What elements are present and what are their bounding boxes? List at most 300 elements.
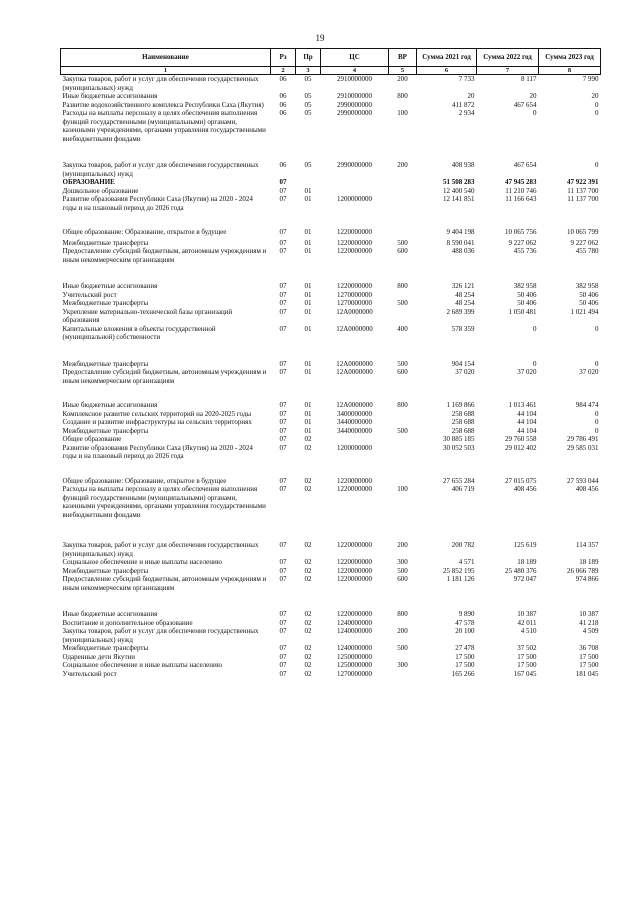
- row-rz: 07: [279, 247, 287, 255]
- row-rz: 07: [279, 178, 287, 186]
- row-vr: 200: [397, 627, 408, 635]
- row-name: Развитие водохозяйственного комплекса Республики Саха (Якутия): [62, 100, 264, 109]
- row-cs: 12А0000000: [336, 359, 373, 368]
- row-cs: [321, 435, 389, 444]
- row-name: Развитие образования Республики Саха (Якутия) на 2020 - 2024 годы и на плановый период до 2026 года: [62, 195, 253, 212]
- row-sum-2021: 17 500: [455, 652, 475, 661]
- row-rz: 07: [279, 610, 287, 618]
- row-sum-2022: 8 117: [521, 75, 537, 83]
- row-sum-2021: 578 359: [451, 324, 475, 333]
- row-sum-2021: 25 852 195: [443, 566, 475, 575]
- row-pr: 02: [304, 661, 312, 669]
- table-row: [61, 418, 601, 427]
- row-rz: 06: [279, 75, 287, 83]
- row-sum-2021: 47 578: [455, 618, 475, 627]
- row-sum-2022: 42 011: [517, 618, 537, 627]
- row-sum-2023: 17 500: [579, 652, 599, 661]
- row-vr: [389, 435, 417, 444]
- row-pr: 01: [304, 282, 312, 290]
- row-rz: 06: [279, 92, 287, 100]
- row-rz: 07: [279, 290, 287, 299]
- table-row: [61, 161, 601, 178]
- table-row: [61, 101, 601, 110]
- column-number: 1: [61, 67, 271, 75]
- row-sum-2021: 12 400 540: [443, 186, 475, 195]
- row-vr: [389, 291, 417, 300]
- row-sum-2021: 17 500: [455, 661, 475, 669]
- row-rz: 07: [279, 426, 287, 435]
- row-name: Иные бюджетные ассигнования: [62, 401, 158, 409]
- row-sum-2023: 36 708: [579, 644, 599, 652]
- row-cs: 1220000000: [337, 247, 372, 255]
- table-row: [61, 485, 601, 541]
- row-cs: 1220000000: [337, 485, 372, 493]
- row-cs: 2910000000: [337, 75, 372, 83]
- row-rz: 07: [279, 359, 287, 368]
- row-name: Общее образование: [62, 435, 122, 443]
- row-rz: 07: [279, 644, 287, 652]
- row-pr: 02: [304, 618, 312, 627]
- row-rz: 07: [279, 443, 287, 452]
- row-vr: 100: [397, 109, 408, 117]
- row-pr: 02: [304, 669, 312, 678]
- table-row: [61, 178, 601, 187]
- table-row: [61, 368, 601, 401]
- row-sum-2022: 44 104: [517, 426, 537, 435]
- row-name: Межбюджетные трансферты: [62, 359, 149, 368]
- row-cs: 1270000000: [337, 299, 372, 307]
- row-sum-2021: 20: [467, 92, 475, 100]
- row-sum-2022: 17 500: [517, 661, 537, 669]
- row-pr: 02: [304, 644, 312, 652]
- row-pr: 01: [304, 195, 312, 203]
- row-pr: 02: [304, 575, 312, 583]
- row-vr: [389, 410, 417, 419]
- row-sum-2021: 20 100: [455, 627, 475, 635]
- row-vr: 500: [397, 644, 408, 652]
- row-sum-2021: 12 141 851: [443, 195, 475, 203]
- row-sum-2023: 382 958: [575, 282, 599, 290]
- row-sum-2023: 50 406: [579, 299, 599, 307]
- row-sum-2021: 904 154: [451, 359, 475, 368]
- table-row: [61, 477, 601, 486]
- row-pr: 05: [304, 75, 312, 83]
- row-sum-2023: 29 786 491: [567, 435, 599, 443]
- row-rz: 07: [279, 661, 287, 669]
- column-number: 6: [417, 67, 477, 75]
- row-sum-2022: 10 065 756: [505, 228, 537, 236]
- row-sum-2023: 50 406: [579, 290, 599, 299]
- row-pr: 05: [304, 161, 312, 169]
- row-name: Создание и развитие инфраструктуры на сельских территориях: [62, 418, 252, 426]
- row-vr: 600: [397, 247, 408, 255]
- row-cs: 1240000000: [337, 618, 372, 627]
- row-rz: 07: [279, 558, 287, 566]
- row-sum-2022: 18 189: [517, 558, 537, 566]
- row-sum-2021: 406 719: [451, 485, 475, 493]
- row-rz: 07: [279, 485, 287, 493]
- row-cs: 1270000000: [337, 669, 372, 678]
- row-sum-2022: 44 104: [517, 409, 537, 418]
- row-sum-2021: 48 254: [455, 290, 475, 299]
- row-pr: 01: [304, 307, 312, 316]
- row-pr: 02: [304, 443, 312, 452]
- row-rz: 07: [279, 618, 287, 627]
- table-row: [61, 325, 601, 360]
- row-pr: 02: [304, 610, 312, 618]
- row-cs: 1220000000: [337, 566, 372, 575]
- row-sum-2021: 411 872: [452, 100, 475, 109]
- row-cs: 1200000000: [337, 443, 372, 452]
- row-sum-2022: 27 015 075: [505, 476, 537, 485]
- row-sum-2022: 17 500: [517, 652, 537, 661]
- row-vr: [389, 619, 417, 628]
- row-vr: 800: [397, 610, 408, 618]
- row-sum-2021: 7 733: [458, 75, 475, 83]
- table-row: [61, 291, 601, 300]
- row-rz: 07: [279, 435, 287, 443]
- row-vr: 500: [397, 359, 408, 368]
- row-sum-2023: 11 137 700: [567, 186, 599, 195]
- row-cs: 3440000000: [337, 418, 372, 426]
- row-name: Расходы на выплаты персоналу в целях обеспечения выполнения функций государственными (муниципальными) органами, казенными учреждениями, органами управления государственными внебюджетными фондами: [62, 109, 266, 143]
- row-pr: 02: [304, 435, 312, 443]
- row-cs: 1220000000: [337, 228, 372, 236]
- row-name: Межбюджетные трансферты: [62, 426, 149, 435]
- row-rz: 07: [279, 627, 287, 635]
- table-row: [61, 661, 601, 670]
- table-row: [61, 360, 601, 369]
- row-sum-2021: 8 590 041: [446, 238, 475, 247]
- row-sum-2022: 0: [533, 324, 537, 333]
- row-sum-2023: 26 066 789: [567, 566, 599, 575]
- row-sum-2021: 258 688: [451, 418, 475, 426]
- row-name: Межбюджетные трансферты: [62, 299, 149, 307]
- row-sum-2021: 37 020: [455, 368, 475, 376]
- row-sum-2023: 0: [595, 161, 599, 169]
- row-cs: 3400000000: [337, 409, 372, 418]
- row-sum-2022: 972 047: [513, 575, 537, 583]
- row-vr: [389, 101, 417, 110]
- row-name: Межбюджетные трансферты: [62, 644, 149, 652]
- row-cs: 2990000000: [337, 161, 372, 169]
- row-pr: [296, 178, 321, 187]
- row-pr: 01: [304, 426, 312, 435]
- row-pr: 01: [304, 228, 312, 236]
- row-sum-2023: 181 045: [575, 669, 599, 678]
- row-sum-2022: 408 456: [513, 485, 537, 493]
- row-vr: 500: [397, 426, 408, 435]
- row-sum-2022: 47 945 283: [505, 178, 537, 186]
- column-header: Наименование: [61, 49, 271, 67]
- row-sum-2023: 18 189: [579, 558, 599, 566]
- row-name: Предоставление субсидий бюджетным, автономным учреждениям и иным некоммерческим организациям: [62, 368, 267, 385]
- column-number: 2: [271, 67, 296, 75]
- row-rz: 07: [279, 282, 287, 290]
- column-number: 4: [321, 67, 389, 75]
- row-sum-2022: 20: [529, 92, 537, 100]
- row-rz: 07: [279, 566, 287, 575]
- row-sum-2022: 0: [533, 109, 537, 117]
- row-sum-2022: 1 050 481: [508, 307, 537, 316]
- row-pr: 02: [304, 476, 312, 485]
- row-pr: 01: [304, 299, 312, 307]
- table-row: [61, 575, 601, 610]
- row-sum-2022: 11 166 643: [505, 195, 537, 203]
- row-sum-2023: 27 593 044: [567, 476, 599, 485]
- row-name: Закупка товаров, работ и услуг для обеспечения государственных (муниципальных) нужд: [62, 75, 259, 92]
- row-sum-2023: 9 227 062: [570, 238, 599, 247]
- row-sum-2023: 984 474: [575, 401, 599, 409]
- row-vr: [389, 444, 417, 477]
- row-sum-2022: 50 406: [517, 299, 537, 307]
- row-rz: 07: [279, 228, 287, 236]
- table-row: [61, 610, 601, 619]
- row-sum-2021: 4 571: [458, 558, 475, 566]
- column-header: ВР: [389, 49, 417, 67]
- row-name: Общее образование: Образование, открытое в будущее: [62, 228, 227, 236]
- row-vr: 800: [397, 282, 408, 290]
- row-name: Межбюджетные трансферты: [62, 566, 149, 575]
- row-cs: [321, 178, 389, 187]
- row-cs: 3440000000: [337, 426, 372, 435]
- row-rz: 07: [279, 186, 287, 195]
- budget-table: [60, 48, 601, 678]
- row-vr: [389, 418, 417, 427]
- row-pr: 01: [304, 401, 312, 409]
- table-row: [61, 401, 601, 410]
- row-vr: [389, 228, 417, 239]
- page-number: 19: [315, 33, 325, 43]
- row-sum-2023: 7 990: [582, 75, 599, 83]
- row-vr: 600: [397, 368, 408, 376]
- row-cs: 12А0000000: [336, 307, 373, 316]
- row-cs: 1220000000: [337, 541, 372, 549]
- row-sum-2023: 455 780: [575, 247, 599, 255]
- row-pr: 01: [304, 324, 312, 333]
- row-name: Расходы на выплаты персоналу в целях обеспечения выполнения функций государственными (муниципальными) органами, казенными учреждениями, органами управления государственными внебюджетными фондами: [62, 485, 266, 519]
- column-number: 3: [296, 67, 321, 75]
- row-cs: 1270000000: [337, 290, 372, 299]
- table-row: [61, 567, 601, 576]
- row-pr: 02: [304, 541, 312, 549]
- row-rz: 07: [279, 541, 287, 549]
- row-sum-2022: 455 736: [513, 247, 537, 255]
- table-row: [61, 653, 601, 662]
- row-sum-2023: 4 509: [582, 627, 599, 635]
- table-row: [61, 558, 601, 567]
- row-sum-2022: 44 104: [517, 418, 537, 426]
- row-sum-2023: 0: [595, 100, 599, 109]
- row-sum-2021: 488 036: [451, 247, 475, 255]
- row-rz: 06: [279, 100, 287, 109]
- column-number: 7: [477, 67, 539, 75]
- row-sum-2022: 25 480 376: [505, 566, 537, 575]
- row-sum-2021: 258 688: [451, 426, 475, 435]
- row-name: ОБРАЗОВАНИЕ: [62, 178, 115, 186]
- row-sum-2022: 167 045: [513, 669, 537, 678]
- row-vr: 800: [397, 401, 408, 409]
- row-sum-2021: 408 938: [451, 161, 475, 169]
- row-vr: 300: [397, 558, 408, 566]
- row-cs: 12А0000000: [336, 401, 373, 409]
- table-row: [61, 670, 601, 679]
- row-sum-2023: 10 387: [579, 610, 599, 618]
- row-vr: 200: [397, 75, 408, 83]
- row-cs: 1250000000: [337, 661, 372, 669]
- row-cs: 2910000000: [337, 92, 372, 100]
- row-sum-2021: 2 934: [458, 109, 475, 117]
- row-name: Социальное обеспечение и иные выплаты населению: [62, 558, 222, 566]
- row-sum-2022: 125 619: [513, 541, 537, 549]
- row-rz: 07: [279, 652, 287, 661]
- row-sum-2021: 30 885 185: [443, 435, 475, 443]
- row-sum-2021: 30 052 503: [443, 443, 475, 452]
- row-name: Капитальные вложения в объекты государственной (муниципальной) собственности: [62, 324, 216, 341]
- row-sum-2023: 974 866: [575, 575, 599, 583]
- row-pr: 02: [304, 627, 312, 635]
- row-sum-2022: 37 502: [517, 644, 537, 652]
- row-sum-2022: 467 654: [513, 161, 537, 169]
- row-rz: 07: [279, 307, 287, 316]
- row-sum-2023: 17 500: [579, 661, 599, 669]
- row-vr: 800: [397, 92, 408, 100]
- row-name: Учительский рост: [62, 669, 117, 678]
- row-sum-2021: 2 689 399: [446, 307, 475, 316]
- row-pr: 02: [304, 566, 312, 575]
- table-row: [61, 228, 601, 239]
- row-pr: 02: [304, 558, 312, 566]
- header-row: [61, 49, 601, 67]
- row-vr: 100: [397, 485, 408, 493]
- row-pr: 01: [304, 368, 312, 376]
- row-pr: 01: [304, 238, 312, 247]
- row-name: Учительский рост: [62, 290, 117, 299]
- row-vr: 200: [397, 541, 408, 549]
- row-cs: 1220000000: [337, 575, 372, 583]
- row-cs: 1220000000: [337, 238, 372, 247]
- column-header: Пр: [296, 49, 321, 67]
- row-cs: 1250000000: [337, 652, 372, 661]
- table-row: [61, 619, 601, 628]
- row-rz: 07: [279, 195, 287, 203]
- row-rz: 07: [279, 368, 287, 376]
- row-sum-2021: 258 688: [451, 409, 475, 418]
- row-name: Иные бюджетные ассигнования: [62, 282, 158, 290]
- table-row: [61, 92, 601, 101]
- table-row: [61, 109, 601, 161]
- row-name: Иные бюджетные ассигнования: [62, 610, 158, 618]
- column-header: Сумма 2023 год: [539, 49, 601, 67]
- row-name: Социальное обеспечение и иные выплаты населению: [62, 661, 222, 669]
- row-sum-2023: 37 020: [579, 368, 599, 376]
- row-vr: [389, 308, 417, 325]
- row-name: Предоставление субсидий бюджетным, автономным учреждениям и иным некоммерческим организациям: [62, 247, 267, 264]
- row-name: Одаренные дети Якутии: [62, 652, 136, 661]
- row-sum-2021: 48 254: [455, 299, 475, 307]
- row-cs: 2990000000: [337, 109, 372, 117]
- row-rz: 06: [279, 161, 287, 169]
- row-rz: 07: [279, 238, 287, 247]
- row-pr: 01: [304, 186, 312, 195]
- table-row: [61, 299, 601, 308]
- row-sum-2023: 41 218: [579, 618, 599, 627]
- row-sum-2023: 408 456: [575, 485, 599, 493]
- table-body: [61, 75, 601, 679]
- row-cs: 1220000000: [337, 558, 372, 566]
- row-sum-2023: 47 922 391: [567, 178, 599, 186]
- row-vr: [389, 653, 417, 662]
- row-cs: 2990000000: [337, 100, 372, 109]
- row-vr: 400: [397, 324, 408, 333]
- row-sum-2023: 29 585 031: [567, 443, 599, 452]
- row-sum-2023: 1 021 494: [570, 307, 599, 316]
- row-name: Развитие образования Республики Саха (Якутия) на 2020 - 2024 годы и на плановый период до 2026 года: [62, 443, 253, 460]
- table-row: [61, 187, 601, 196]
- row-cs: 1220000000: [337, 476, 372, 485]
- row-cs: 12А0000000: [336, 368, 373, 376]
- row-sum-2022: 29 760 558: [505, 435, 537, 443]
- row-sum-2021: 1 169 866: [446, 401, 475, 409]
- row-vr: [389, 670, 417, 679]
- row-cs: 1200000000: [337, 195, 372, 203]
- table-row: [61, 410, 601, 419]
- row-pr: 05: [304, 109, 312, 117]
- row-vr: [389, 195, 417, 228]
- row-vr: [389, 187, 417, 196]
- row-sum-2022: 467 654: [513, 100, 537, 109]
- row-cs: 1240000000: [337, 627, 372, 635]
- table-row: [61, 627, 601, 644]
- row-pr: 01: [304, 290, 312, 299]
- row-sum-2023: 0: [595, 324, 599, 333]
- row-sum-2023: 20: [591, 92, 599, 100]
- row-sum-2021: 9 404 198: [446, 228, 475, 236]
- row-sum-2021: 165 266: [451, 669, 475, 678]
- row-sum-2021: 27 478: [455, 644, 475, 652]
- row-rz: 07: [279, 476, 287, 485]
- row-vr: 600: [397, 575, 408, 583]
- row-sum-2023: 0: [595, 359, 599, 368]
- row-vr: 300: [397, 661, 408, 669]
- row-name: Закупка товаров, работ и услуг для обеспечения государственных (муниципальных) нужд: [62, 161, 259, 178]
- row-rz: 07: [279, 409, 287, 418]
- row-sum-2022: 1 013 461: [508, 401, 537, 409]
- row-sum-2022: 0: [533, 359, 537, 368]
- row-sum-2022: 11 210 746: [505, 186, 537, 195]
- row-rz: 07: [279, 669, 287, 678]
- table-row: [61, 195, 601, 228]
- table-row: [61, 75, 601, 93]
- row-sum-2021: 51 508 283: [443, 178, 475, 186]
- row-cs: 1220000000: [337, 282, 372, 290]
- row-sum-2023: 0: [595, 426, 599, 435]
- row-vr: 200: [397, 161, 408, 169]
- row-pr: 01: [304, 247, 312, 255]
- row-name: Закупка товаров, работ и услуг для обеспечения государственных (муниципальных) нужд: [62, 541, 259, 558]
- table-row: [61, 247, 601, 282]
- column-header: ЦС: [321, 49, 389, 67]
- row-vr: 500: [397, 299, 408, 307]
- row-sum-2023: 114 357: [576, 541, 599, 549]
- table-row: [61, 239, 601, 248]
- row-vr: 500: [397, 566, 408, 575]
- row-sum-2021: 326 121: [451, 282, 475, 290]
- column-number: 5: [389, 67, 417, 75]
- column-number-row: [61, 67, 601, 75]
- row-sum-2023: 11 137 700: [567, 195, 599, 203]
- row-rz: 06: [279, 109, 287, 117]
